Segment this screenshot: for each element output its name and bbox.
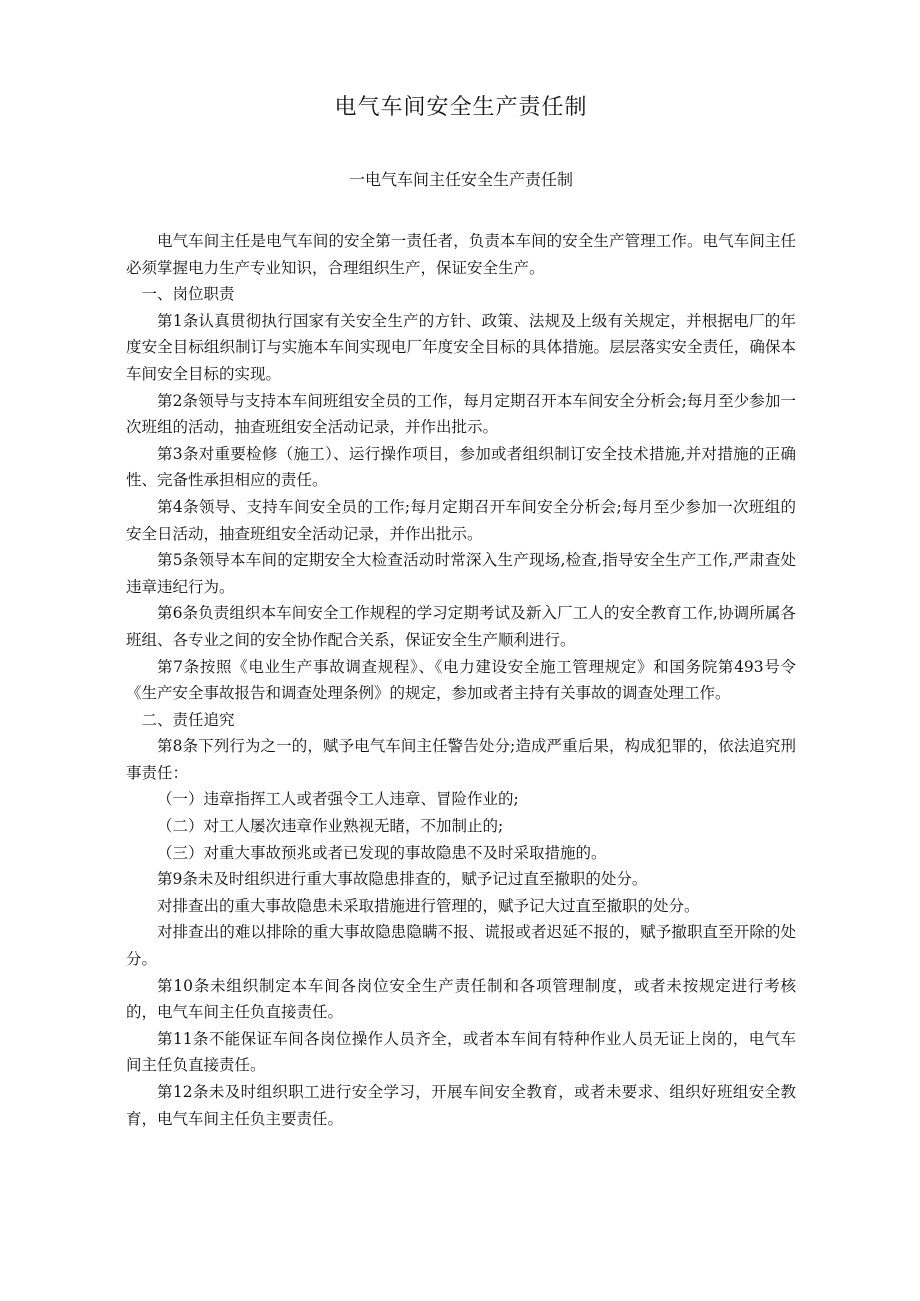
paragraph: 对排查出的难以排除的重大事故隐患隐瞒不报、谎报或者迟延不报的，赋予撤职直至开除的处分。 [126,923,796,969]
paragraph: 第11条不能保证车间各岗位操作人员齐全，或者本车间有特种作业人员无证上岗的，电气车间主任负直接责任。 [126,1029,796,1075]
paragraph: 第12条未及时组织职工进行安全学习，开展车间安全教育，或者未要求、组织好班组安全教育，电气车间主任负主要责任。 [126,1083,796,1128]
document-body [126,228,796,1132]
section-heading: 二、责任追究 [141,710,235,729]
paragraph: 第3条对重要检修（施工）、运行操作项目，参加或者组织制订安全技术措施,并对措施的正确性、完备性承担相应的责任。 [126,444,796,490]
paragraph: 对排查出的重大事故隐患未采取措施进行管理的，赋予记大过直至撤职的处分。 [157,896,700,915]
paragraph: 第5条领导本车间的定期安全大检查活动时常深入生产现场,检查,指导安全生产工作,严肃查处违章违纪行为。 [126,551,796,596]
paragraph: 第7条按照《电业生产事故调查规程》、《电力建设安全施工管理规定》和国务院第493号令《生产安全事故报告和调查处理条例》的规定，参加或者主持有关事故的调查处理工作。 [126,657,796,703]
paragraph: 第6条负责组织本车间安全工作规程的学习定期考试及新入厂工人的安全教育工作,协调所属各班组、各专业之间的安全协作配合关系，保证安全生产顺利进行。 [126,604,796,649]
paragraph: 第4条领导、支持车间安全员的工作;每月定期召开车间安全分析会;每月至少参加一次班组的安全日活动，抽查班组安全活动记录，并作出批示。 [126,497,796,543]
paragraph: 第1条认真贯彻执行国家有关安全生产的方针、政策、法规及上级有关规定，并根据电厂的年度安全目标组织制订与实施本车间实现电厂年度安全目标的具体措施。层层落实安全责任，确保本车间安全目标的实现。 [126,311,796,383]
document-title: 电气车间安全生产责任制 [334,95,588,120]
paragraph: 第9条未及时组织进行重大事故隐患排查的，赋予记过直至撤职的处分。 [157,870,648,889]
paragraph: 第10条未组织制定本车间各岗位安全生产责任制和各项管理制度，或者未按规定进行考核的，电气车间主任负直接责任。 [126,976,796,1022]
list-item: （三）对重大事故预兆或者已发现的事故隐患不及时采取措施的。 [157,843,607,862]
paragraph: 第2条领导与支持本车间班组安全员的工作，每月定期召开本车间安全分析会;每月至少参加一次班组的活动，抽查班组安全活动记录，并作出批示。 [126,391,796,437]
paragraph: 第8条下列行为之一的，赋予电气车间主任警告处分;造成严重后果，构成犯罪的，依法追究刑事责任： [126,737,796,782]
list-item: （二）对工人屡次违章作业熟视无睹，不加制止的; [157,817,504,836]
document-page [126,92,796,1132]
list-item: （一）违章指挥工人或者强令工人违章、冒险作业的; [157,790,519,809]
section-subtitle: 一电气车间主任安全生产责任制 [348,170,573,189]
paragraph: 电气车间主任是电气车间的安全第一责任者，负责本车间的安全生产管理工作。电气车间主任必须掌握电力生产专业知识，合理组织生产，保证安全生产。 [126,232,796,277]
section-heading: 一、岗位职责 [141,285,235,304]
